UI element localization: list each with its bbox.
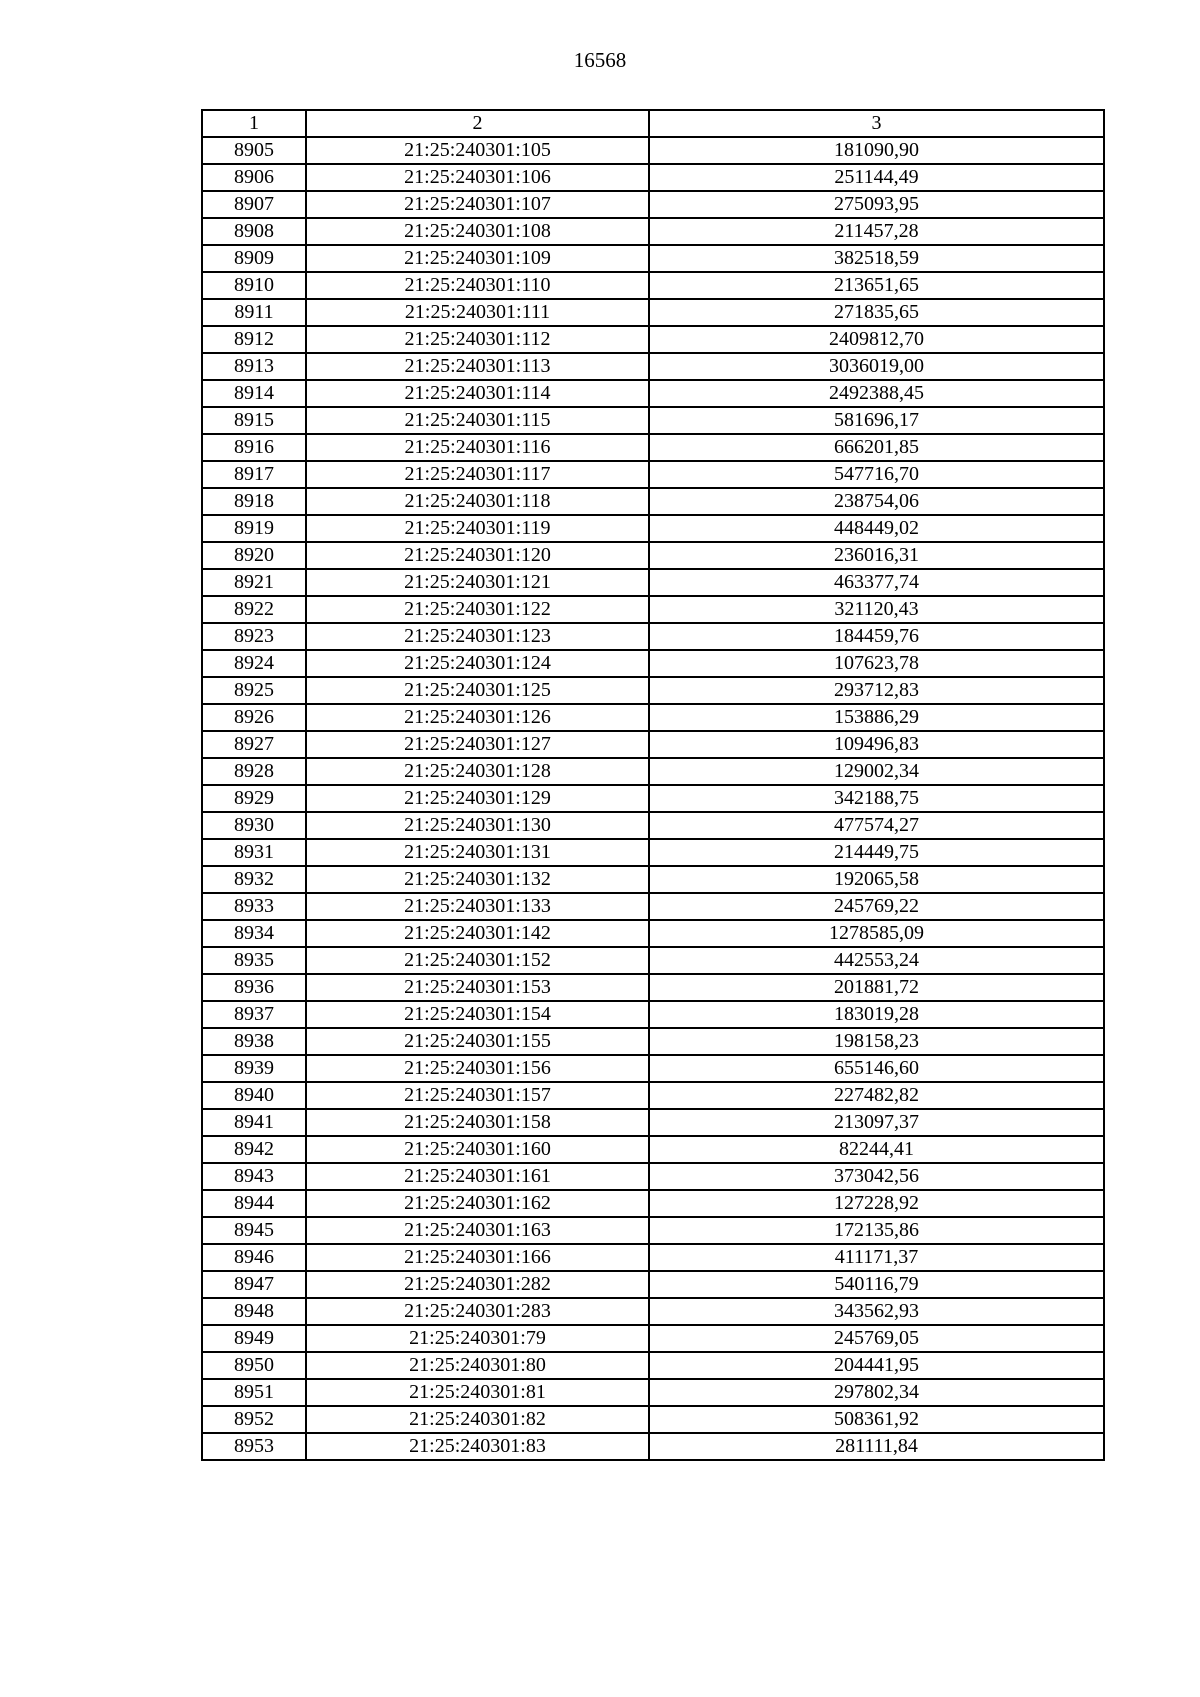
cadastral-number-cell: 21:25:240301:128 <box>306 758 649 785</box>
cadastral-number-cell: 21:25:240301:119 <box>306 515 649 542</box>
value-cell: 214449,75 <box>649 839 1104 866</box>
row-number-cell: 8952 <box>202 1406 306 1433</box>
cadastral-number-cell: 21:25:240301:116 <box>306 434 649 461</box>
cadastral-number-cell: 21:25:240301:155 <box>306 1028 649 1055</box>
cadastral-number-cell: 21:25:240301:157 <box>306 1082 649 1109</box>
cadastral-number-cell: 21:25:240301:114 <box>306 380 649 407</box>
data-table <box>201 109 1105 1461</box>
row-number-cell: 8949 <box>202 1325 306 1352</box>
row-number-cell: 8911 <box>202 299 306 326</box>
table-row <box>202 1325 1104 1352</box>
row-number-cell: 8905 <box>202 137 306 164</box>
table-row <box>202 1109 1104 1136</box>
row-number-cell: 8908 <box>202 218 306 245</box>
value-cell: 236016,31 <box>649 542 1104 569</box>
cadastral-number-cell: 21:25:240301:113 <box>306 353 649 380</box>
row-number-cell: 8951 <box>202 1379 306 1406</box>
value-cell: 245769,05 <box>649 1325 1104 1352</box>
row-number-cell: 8930 <box>202 812 306 839</box>
value-cell: 251144,49 <box>649 164 1104 191</box>
value-cell: 213651,65 <box>649 272 1104 299</box>
cadastral-number-cell: 21:25:240301:283 <box>306 1298 649 1325</box>
row-number-cell: 8912 <box>202 326 306 353</box>
table-row <box>202 1271 1104 1298</box>
cadastral-number-cell: 21:25:240301:82 <box>306 1406 649 1433</box>
table-row <box>202 1136 1104 1163</box>
table-row <box>202 947 1104 974</box>
cadastral-number-cell: 21:25:240301:80 <box>306 1352 649 1379</box>
table-row <box>202 326 1104 353</box>
cadastral-number-cell: 21:25:240301:115 <box>306 407 649 434</box>
value-cell: 153886,29 <box>649 704 1104 731</box>
table-row <box>202 812 1104 839</box>
value-cell: 411171,37 <box>649 1244 1104 1271</box>
value-cell: 201881,72 <box>649 974 1104 1001</box>
value-cell: 666201,85 <box>649 434 1104 461</box>
row-number-cell: 8907 <box>202 191 306 218</box>
row-number-cell: 8945 <box>202 1217 306 1244</box>
column-header-1: 1 <box>202 110 306 137</box>
value-cell: 211457,28 <box>649 218 1104 245</box>
row-number-cell: 8942 <box>202 1136 306 1163</box>
row-number-cell: 8943 <box>202 1163 306 1190</box>
row-number-cell: 8934 <box>202 920 306 947</box>
row-number-cell: 8948 <box>202 1298 306 1325</box>
row-number-cell: 8924 <box>202 650 306 677</box>
cadastral-number-cell: 21:25:240301:123 <box>306 623 649 650</box>
row-number-cell: 8933 <box>202 893 306 920</box>
row-number-cell: 8923 <box>202 623 306 650</box>
row-number-cell: 8916 <box>202 434 306 461</box>
row-number-cell: 8944 <box>202 1190 306 1217</box>
row-number-cell: 8917 <box>202 461 306 488</box>
table-row <box>202 623 1104 650</box>
value-cell: 183019,28 <box>649 1001 1104 1028</box>
table-row <box>202 1190 1104 1217</box>
cadastral-number-cell: 21:25:240301:79 <box>306 1325 649 1352</box>
row-number-cell: 8940 <box>202 1082 306 1109</box>
row-number-cell: 8947 <box>202 1271 306 1298</box>
value-cell: 2492388,45 <box>649 380 1104 407</box>
table-row <box>202 866 1104 893</box>
table-row <box>202 1217 1104 1244</box>
table-row <box>202 569 1104 596</box>
value-cell: 198158,23 <box>649 1028 1104 1055</box>
table-row <box>202 677 1104 704</box>
row-number-cell: 8938 <box>202 1028 306 1055</box>
table-row <box>202 1406 1104 1433</box>
table-row <box>202 785 1104 812</box>
page-number: 16568 <box>573 48 627 72</box>
table-row <box>202 920 1104 947</box>
row-number-cell: 8926 <box>202 704 306 731</box>
row-number-cell: 8909 <box>202 245 306 272</box>
table-row <box>202 1244 1104 1271</box>
cadastral-number-cell: 21:25:240301:127 <box>306 731 649 758</box>
row-number-cell: 8921 <box>202 569 306 596</box>
table-row <box>202 1163 1104 1190</box>
cadastral-number-cell: 21:25:240301:161 <box>306 1163 649 1190</box>
cadastral-number-cell: 21:25:240301:106 <box>306 164 649 191</box>
row-number-cell: 8953 <box>202 1433 306 1460</box>
table-row <box>202 1379 1104 1406</box>
row-number-cell: 8937 <box>202 1001 306 1028</box>
table-row <box>202 1298 1104 1325</box>
value-cell: 275093,95 <box>649 191 1104 218</box>
row-number-cell: 8939 <box>202 1055 306 1082</box>
value-cell: 238754,06 <box>649 488 1104 515</box>
row-number-cell: 8950 <box>202 1352 306 1379</box>
table-row <box>202 488 1104 515</box>
table-row <box>202 218 1104 245</box>
row-number-cell: 8936 <box>202 974 306 1001</box>
table-row <box>202 596 1104 623</box>
row-number-cell: 8925 <box>202 677 306 704</box>
cadastral-number-cell: 21:25:240301:160 <box>306 1136 649 1163</box>
row-number-cell: 8922 <box>202 596 306 623</box>
column-header-2: 2 <box>306 110 649 137</box>
table-row <box>202 758 1104 785</box>
table-row <box>202 704 1104 731</box>
value-cell: 382518,59 <box>649 245 1104 272</box>
table-row <box>202 839 1104 866</box>
table-row <box>202 1082 1104 1109</box>
cadastral-number-cell: 21:25:240301:166 <box>306 1244 649 1271</box>
table-row <box>202 137 1104 164</box>
value-cell: 547716,70 <box>649 461 1104 488</box>
value-cell: 293712,83 <box>649 677 1104 704</box>
cadastral-number-cell: 21:25:240301:131 <box>306 839 649 866</box>
value-cell: 271835,65 <box>649 299 1104 326</box>
row-number-cell: 8932 <box>202 866 306 893</box>
table-row <box>202 893 1104 920</box>
table-row <box>202 1352 1104 1379</box>
cadastral-number-cell: 21:25:240301:129 <box>306 785 649 812</box>
table-row <box>202 461 1104 488</box>
cadastral-number-cell: 21:25:240301:282 <box>306 1271 649 1298</box>
cadastral-number-cell: 21:25:240301:107 <box>306 191 649 218</box>
value-cell: 109496,83 <box>649 731 1104 758</box>
value-cell: 2409812,70 <box>649 326 1104 353</box>
cadastral-number-cell: 21:25:240301:158 <box>306 1109 649 1136</box>
value-cell: 281111,84 <box>649 1433 1104 1460</box>
table-row <box>202 1055 1104 1082</box>
cadastral-number-cell: 21:25:240301:152 <box>306 947 649 974</box>
row-number-cell: 8918 <box>202 488 306 515</box>
value-cell: 245769,22 <box>649 893 1104 920</box>
cadastral-number-cell: 21:25:240301:121 <box>306 569 649 596</box>
value-cell: 508361,92 <box>649 1406 1104 1433</box>
cadastral-number-cell: 21:25:240301:108 <box>306 218 649 245</box>
cadastral-number-cell: 21:25:240301:125 <box>306 677 649 704</box>
row-number-cell: 8931 <box>202 839 306 866</box>
cadastral-number-cell: 21:25:240301:105 <box>306 137 649 164</box>
value-cell: 373042,56 <box>649 1163 1104 1190</box>
value-cell: 184459,76 <box>649 623 1104 650</box>
row-number-cell: 8935 <box>202 947 306 974</box>
cadastral-number-cell: 21:25:240301:118 <box>306 488 649 515</box>
cadastral-number-cell: 21:25:240301:122 <box>306 596 649 623</box>
value-cell: 1278585,09 <box>649 920 1104 947</box>
value-cell: 297802,34 <box>649 1379 1104 1406</box>
value-cell: 181090,90 <box>649 137 1104 164</box>
cadastral-number-cell: 21:25:240301:162 <box>306 1190 649 1217</box>
value-cell: 540116,79 <box>649 1271 1104 1298</box>
value-cell: 172135,86 <box>649 1217 1104 1244</box>
table-row <box>202 353 1104 380</box>
cadastral-number-cell: 21:25:240301:130 <box>306 812 649 839</box>
cadastral-number-cell: 21:25:240301:132 <box>306 866 649 893</box>
value-cell: 127228,92 <box>649 1190 1104 1217</box>
cadastral-number-cell: 21:25:240301:154 <box>306 1001 649 1028</box>
value-cell: 107623,78 <box>649 650 1104 677</box>
table-row <box>202 407 1104 434</box>
row-number-cell: 8927 <box>202 731 306 758</box>
table-row <box>202 515 1104 542</box>
row-number-cell: 8928 <box>202 758 306 785</box>
cadastral-number-cell: 21:25:240301:120 <box>306 542 649 569</box>
cadastral-number-cell: 21:25:240301:133 <box>306 893 649 920</box>
table-row <box>202 380 1104 407</box>
cadastral-number-cell: 21:25:240301:83 <box>306 1433 649 1460</box>
column-header-3: 3 <box>649 110 1104 137</box>
value-cell: 3036019,00 <box>649 353 1104 380</box>
row-number-cell: 8910 <box>202 272 306 299</box>
value-cell: 463377,74 <box>649 569 1104 596</box>
value-cell: 442553,24 <box>649 947 1104 974</box>
row-number-cell: 8914 <box>202 380 306 407</box>
value-cell: 581696,17 <box>649 407 1104 434</box>
cadastral-number-cell: 21:25:240301:153 <box>306 974 649 1001</box>
table-row <box>202 731 1104 758</box>
cadastral-number-cell: 21:25:240301:126 <box>306 704 649 731</box>
value-cell: 82244,41 <box>649 1136 1104 1163</box>
value-cell: 227482,82 <box>649 1082 1104 1109</box>
value-cell: 342188,75 <box>649 785 1104 812</box>
table-body <box>202 137 1104 1460</box>
value-cell: 129002,34 <box>649 758 1104 785</box>
table-header-row <box>202 110 1104 137</box>
table-row <box>202 191 1104 218</box>
cadastral-number-cell: 21:25:240301:110 <box>306 272 649 299</box>
row-number-cell: 8929 <box>202 785 306 812</box>
table-row <box>202 434 1104 461</box>
cadastral-number-cell: 21:25:240301:163 <box>306 1217 649 1244</box>
cadastral-number-cell: 21:25:240301:156 <box>306 1055 649 1082</box>
table-row <box>202 974 1104 1001</box>
table-row <box>202 650 1104 677</box>
row-number-cell: 8913 <box>202 353 306 380</box>
table-row <box>202 299 1104 326</box>
table-row <box>202 164 1104 191</box>
row-number-cell: 8946 <box>202 1244 306 1271</box>
value-cell: 204441,95 <box>649 1352 1104 1379</box>
row-number-cell: 8941 <box>202 1109 306 1136</box>
value-cell: 343562,93 <box>649 1298 1104 1325</box>
cadastral-number-cell: 21:25:240301:81 <box>306 1379 649 1406</box>
table-row <box>202 1433 1104 1460</box>
value-cell: 655146,60 <box>649 1055 1104 1082</box>
value-cell: 321120,43 <box>649 596 1104 623</box>
value-cell: 213097,37 <box>649 1109 1104 1136</box>
table-row <box>202 542 1104 569</box>
cadastral-number-cell: 21:25:240301:117 <box>306 461 649 488</box>
cadastral-number-cell: 21:25:240301:111 <box>306 299 649 326</box>
cadastral-number-cell: 21:25:240301:109 <box>306 245 649 272</box>
cadastral-number-cell: 21:25:240301:124 <box>306 650 649 677</box>
row-number-cell: 8915 <box>202 407 306 434</box>
cadastral-number-cell: 21:25:240301:142 <box>306 920 649 947</box>
table-row <box>202 1028 1104 1055</box>
value-cell: 192065,58 <box>649 866 1104 893</box>
value-cell: 448449,02 <box>649 515 1104 542</box>
row-number-cell: 8920 <box>202 542 306 569</box>
cadastral-number-cell: 21:25:240301:112 <box>306 326 649 353</box>
table-row <box>202 245 1104 272</box>
table-row <box>202 272 1104 299</box>
value-cell: 477574,27 <box>649 812 1104 839</box>
row-number-cell: 8906 <box>202 164 306 191</box>
row-number-cell: 8919 <box>202 515 306 542</box>
table-row <box>202 1001 1104 1028</box>
